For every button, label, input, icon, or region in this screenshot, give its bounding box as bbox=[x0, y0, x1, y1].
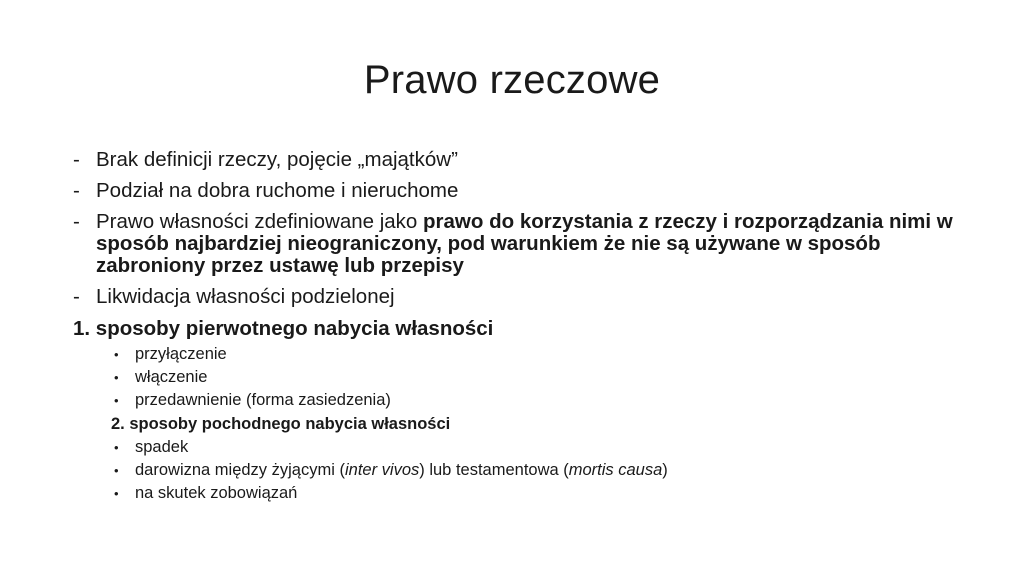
slide-content bbox=[73, 149, 953, 505]
point-ownership-definition bbox=[73, 211, 953, 277]
latin-term: inter vivos bbox=[344, 461, 420, 480]
dash-marker: - bbox=[73, 179, 80, 202]
list-item bbox=[111, 389, 953, 412]
list-item-text: darowizna między żyjącymi ( bbox=[135, 461, 345, 480]
bullet-marker: • bbox=[114, 439, 119, 455]
point-liquidation bbox=[73, 286, 953, 308]
list-item-text: przyłączenie bbox=[135, 345, 227, 363]
list-item-text: na skutek zobowiązań bbox=[135, 484, 298, 503]
original-acquisition-list bbox=[111, 343, 953, 413]
latin-term: mortis causa bbox=[568, 461, 663, 480]
list-item-text: ) bbox=[662, 461, 668, 480]
list-item-text: przedawnienie (forma zasiedzenia) bbox=[135, 391, 391, 410]
point-text: Brak definicji rzeczy, pojęcie „majątków” bbox=[96, 148, 458, 171]
bullet-marker: • bbox=[114, 370, 119, 386]
point-division bbox=[73, 180, 953, 202]
bullet-marker: • bbox=[114, 463, 119, 479]
list-item bbox=[111, 482, 953, 505]
bullet-marker: • bbox=[114, 486, 119, 502]
dash-marker: - bbox=[73, 210, 80, 233]
list-item-text: spadek bbox=[135, 437, 189, 456]
list-item bbox=[111, 436, 953, 459]
point-no-definition bbox=[73, 149, 953, 171]
list-item-text: włączenie bbox=[135, 368, 208, 387]
point-text-bold: prawo do korzystania z rzeczy i rozporządzania nimi w sposób najbardziej nieograniczony, pod warunkiem że nie są używane w sposób zabroniony przez ustawę lub przepisy bbox=[96, 210, 953, 277]
list-item-text: ) lub testamentowa ( bbox=[419, 461, 569, 480]
slide-title: Prawo rzeczowe bbox=[363, 58, 661, 102]
list-item bbox=[111, 459, 953, 482]
point-text: Prawo własności zdefiniowane jako bbox=[96, 210, 424, 233]
section-heading-original-acquisition: 1. sposoby pierwotnego nabycia własności bbox=[73, 317, 494, 340]
dash-marker: - bbox=[73, 148, 80, 171]
point-text: Podział na dobra ruchome i nieruchome bbox=[96, 179, 459, 202]
bullet-marker: • bbox=[114, 393, 119, 409]
derivative-acquisition-list bbox=[111, 436, 953, 506]
list-item bbox=[111, 343, 953, 366]
dash-marker: - bbox=[73, 285, 80, 308]
list-item bbox=[111, 366, 953, 389]
section-heading-derivative-acquisition: 2. sposoby pochodnego nabycia własności bbox=[111, 414, 451, 433]
point-text: Likwidacja własności podzielonej bbox=[96, 285, 395, 308]
bullet-marker: • bbox=[114, 347, 119, 362]
